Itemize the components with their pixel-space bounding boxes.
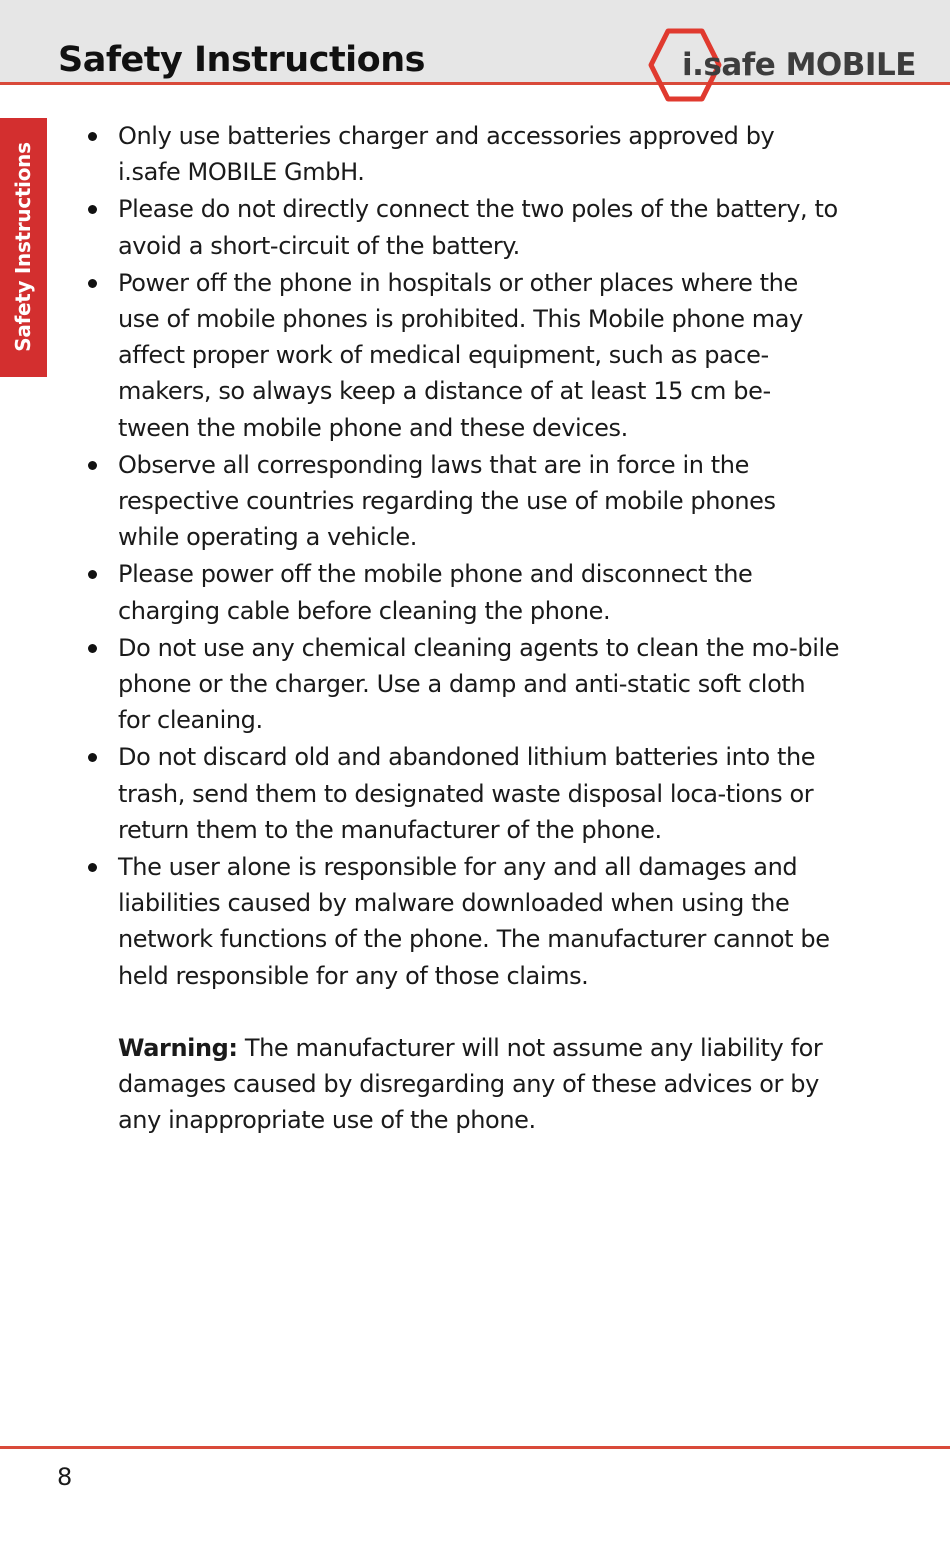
list-item-text: Power off the phone in hospitals or other places where the use of mobile phones is prohibited. This Mobile phone may affect proper work of medical equipment, such as pace-makers, so always keep a distance of at least 15 cm be-tween the mobile phone and these devices. bbox=[118, 268, 803, 442]
list-item bbox=[80, 265, 840, 446]
list-item bbox=[80, 556, 840, 628]
list-item-text: Do not use any chemical cleaning agents to clean the mo-bile phone or the charger. Use a damp and anti-static soft cloth for cleaning. bbox=[118, 633, 840, 735]
safety-bullet-list bbox=[80, 118, 840, 994]
list-item bbox=[80, 191, 840, 263]
bullet-icon bbox=[88, 863, 97, 872]
list-item bbox=[80, 447, 840, 556]
list-item bbox=[80, 118, 840, 190]
main-content bbox=[80, 118, 840, 1162]
bullet-icon bbox=[88, 644, 97, 653]
side-tab bbox=[0, 118, 47, 377]
footer-divider bbox=[0, 1446, 950, 1449]
bullet-icon bbox=[88, 279, 97, 288]
warning-text: The manufacturer will not assume any liability for damages caused by disregarding any of these advices or by any inappropriate use of the phone. bbox=[118, 1033, 823, 1135]
list-item-text: The user alone is responsible for any and all damages and liabilities caused by malware downloaded when using the network functions of the phone. The manufacturer cannot be held responsible for any of those claims. bbox=[118, 853, 830, 990]
side-tab-label: Safety Instructions bbox=[11, 142, 35, 352]
brand-logo bbox=[642, 28, 922, 104]
list-item-text: Observe all corresponding laws that are in force in the respective countries regarding the use of mobile phones while operating a vehicle. bbox=[118, 450, 776, 552]
warning-paragraph bbox=[80, 1030, 840, 1139]
list-item-text: Do not discard old and abandoned lithium batteries into the trash, send them to designated waste disposal loca-tions or return them to the manufacturer of the phone. bbox=[118, 743, 816, 844]
bullet-icon bbox=[88, 753, 97, 762]
list-item-text: Please do not directly connect the two poles of the battery, to avoid a short-circuit of the battery. bbox=[118, 195, 838, 260]
list-item-text: Please power off the mobile phone and disconnect the charging cable before cleaning the phone. bbox=[118, 560, 753, 625]
bullet-icon bbox=[88, 461, 97, 470]
page-title: Safety Instructions bbox=[58, 40, 425, 80]
bullet-icon bbox=[88, 132, 97, 141]
warning-label: Warning: bbox=[118, 1033, 238, 1062]
list-item bbox=[80, 630, 840, 739]
page-number: 8 bbox=[57, 1463, 73, 1491]
bullet-icon bbox=[88, 205, 97, 214]
bullet-icon bbox=[88, 570, 97, 579]
list-item-text: Only use batteries charger and accessories approved by i.safe MOBILE GmbH. bbox=[118, 122, 775, 187]
list-item bbox=[80, 739, 840, 848]
list-item bbox=[80, 849, 840, 994]
logo-text: i.safe MOBILE bbox=[682, 47, 916, 83]
